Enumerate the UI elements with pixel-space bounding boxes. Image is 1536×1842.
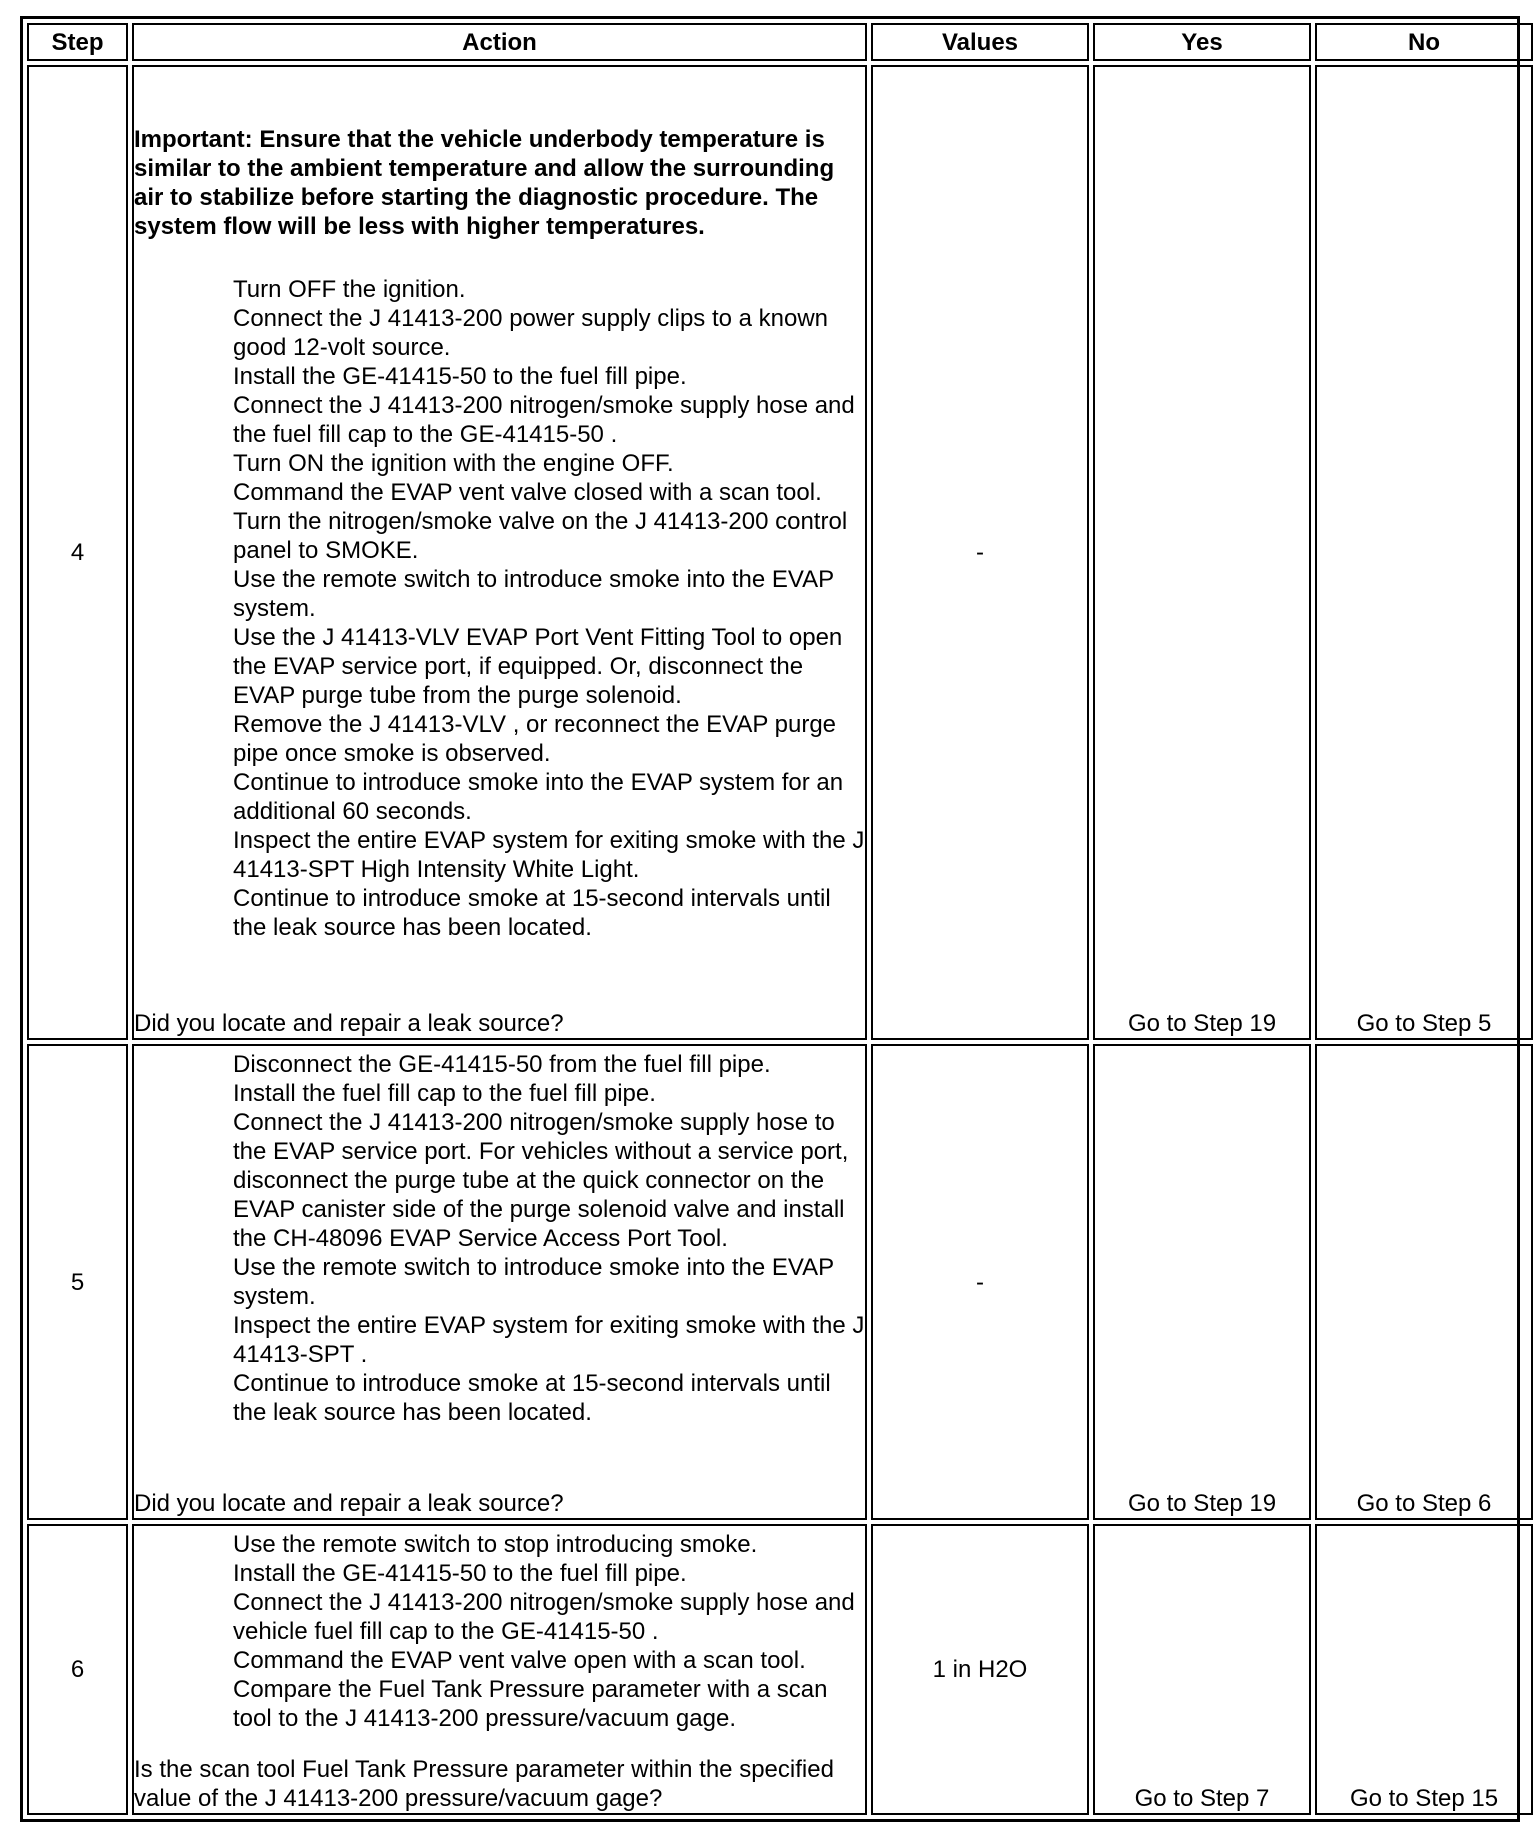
action-steps-list: [134, 1050, 865, 1427]
header-action: Action: [132, 23, 867, 61]
action-step: Disconnect the GE-41415-50 from the fuel fill pipe.: [233, 1051, 771, 1078]
no-link[interactable]: Go to Step 5: [1315, 65, 1533, 1040]
no-link[interactable]: Go to Step 6: [1315, 1044, 1533, 1520]
action-cell: [132, 65, 867, 1040]
action-step: Continue to introduce smoke into the EVAP system for an additional 60 seconds.: [233, 769, 844, 825]
no-link[interactable]: Go to Step 15: [1315, 1524, 1533, 1815]
action-step: Connect the J 41413-200 nitrogen/smoke supply hose and vehicle fuel fill cap to the GE-41415-50 .: [233, 1589, 855, 1645]
action-step: Install the fuel fill cap to the fuel fill pipe.: [233, 1080, 656, 1107]
value-cell: -: [871, 65, 1089, 1040]
action-step: Turn the nitrogen/smoke valve on the J 41413-200 control panel to SMOKE.: [233, 508, 848, 564]
action-step: Connect the J 41413-200 nitrogen/smoke supply hose to the EVAP service port. For vehicles without a service port, disconnect the purge tube at the quick connector on the EVAP canister side of the purge solenoid valve and install the CH-48096 EVAP Service Access Port Tool.: [233, 1109, 849, 1252]
header-yes: Yes: [1093, 23, 1311, 61]
action-step: Remove the J 41413-VLV , or reconnect the EVAP purge pipe once smoke is observed.: [233, 711, 837, 767]
action-step: Use the remote switch to stop introducing smoke.: [233, 1531, 758, 1558]
table-row-step-4: [27, 65, 1533, 1040]
action-step: Continue to introduce smoke at 15-second intervals until the leak source has been located.: [233, 1370, 831, 1426]
diagnostic-table-frame: [20, 16, 1520, 1822]
action-step: Turn OFF the ignition.: [233, 276, 466, 303]
action-cell: [132, 1044, 867, 1520]
action-step: Turn ON the ignition with the engine OFF.: [233, 450, 674, 477]
important-note: Important: Ensure that the vehicle underbody temperature is similar to the ambient temperature and allow the surrounding air to stabilize before starting the diagnostic procedure. The system flow will be less with higher temperatures.: [134, 126, 835, 240]
action-step: Command the EVAP vent valve closed with a scan tool.: [233, 479, 822, 506]
question-text: Did you locate and repair a leak source?: [134, 1010, 564, 1037]
action-step: Use the J 41413-VLV EVAP Port Vent Fitting Tool to open the EVAP service port, if equipped. Or, disconnect the EVAP purge tube from the purge solenoid.: [233, 624, 843, 709]
action-cell: [132, 1524, 867, 1815]
yes-link[interactable]: Go to Step 19: [1093, 65, 1311, 1040]
action-step: Install the GE-41415-50 to the fuel fill pipe.: [233, 363, 687, 390]
step-number: 6: [27, 1524, 128, 1815]
value-cell: 1 in H2O: [871, 1524, 1089, 1815]
action-step: Command the EVAP vent valve open with a scan tool.: [233, 1647, 806, 1674]
action-steps-list: [134, 1530, 865, 1733]
header-step: Step: [27, 23, 128, 61]
step-number: 5: [27, 1044, 128, 1520]
table-row-step-5: [27, 1044, 1533, 1520]
question-text: Is the scan tool Fuel Tank Pressure parameter within the specified value of the J 41413-200 pressure/vacuum gage?: [134, 1756, 834, 1812]
step-number: 4: [27, 65, 128, 1040]
action-step: Connect the J 41413-200 power supply clips to a known good 12-volt source.: [233, 305, 829, 361]
action-step: Compare the Fuel Tank Pressure parameter with a scan tool to the J 41413-200 pressure/vacuum gage.: [233, 1676, 828, 1732]
header-values: Values: [871, 23, 1089, 61]
action-step: Use the remote switch to introduce smoke into the EVAP system.: [233, 566, 834, 622]
action-step: Connect the J 41413-200 nitrogen/smoke supply hose and the fuel fill cap to the GE-41415-50 .: [233, 392, 855, 448]
action-step: Install the GE-41415-50 to the fuel fill pipe.: [233, 1560, 687, 1587]
action-step: Use the remote switch to introduce smoke into the EVAP system.: [233, 1254, 834, 1310]
diagnostic-table: [23, 19, 1536, 1819]
action-step: Inspect the entire EVAP system for exiting smoke with the J 41413-SPT High Intensity White Light.: [233, 827, 865, 883]
action-step: Inspect the entire EVAP system for exiting smoke with the J 41413-SPT .: [233, 1312, 865, 1368]
question-text: Did you locate and repair a leak source?: [134, 1490, 564, 1517]
table-row-step-6: [27, 1524, 1533, 1815]
header-row: [27, 23, 1533, 61]
value-cell: -: [871, 1044, 1089, 1520]
yes-link[interactable]: Go to Step 19: [1093, 1044, 1311, 1520]
action-steps-list: [134, 275, 865, 942]
action-step: Continue to introduce smoke at 15-second intervals until the leak source has been located.: [233, 885, 831, 941]
yes-link[interactable]: Go to Step 7: [1093, 1524, 1311, 1815]
header-no: No: [1315, 23, 1533, 61]
